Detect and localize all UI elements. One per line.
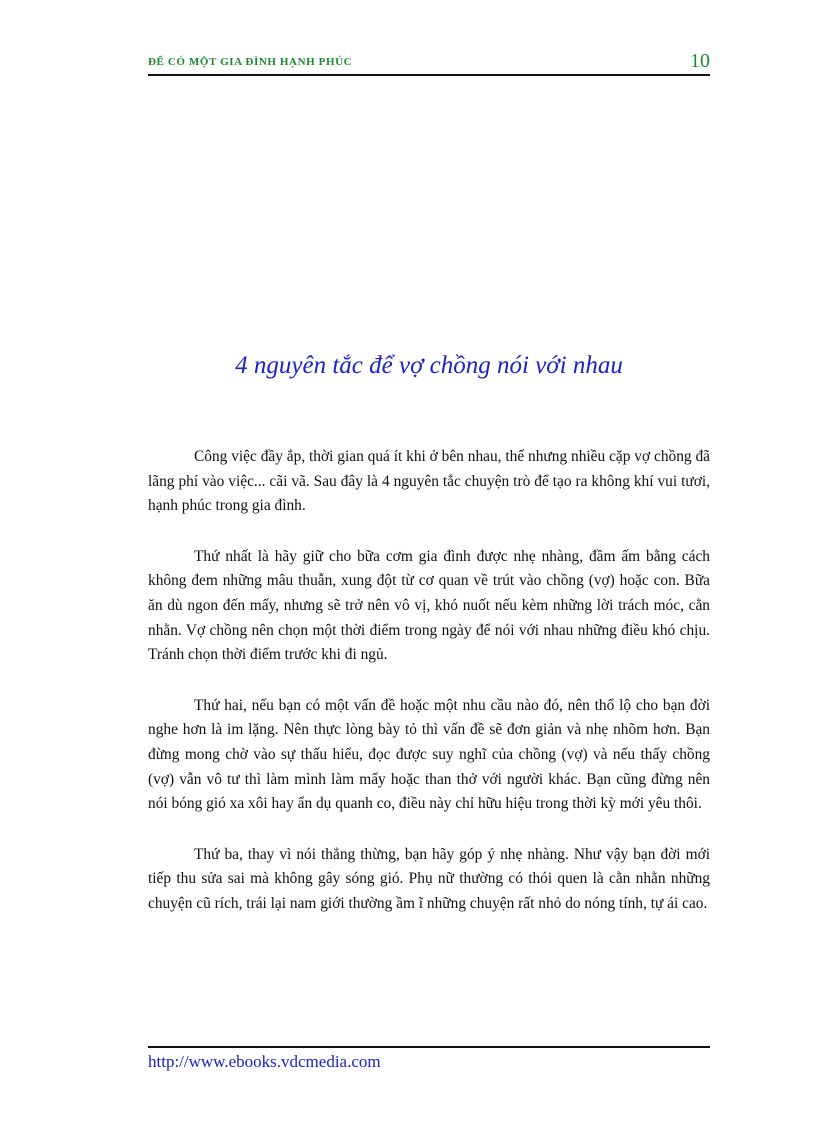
paragraph: Thứ hai, nếu bạn có một vấn đề hoặc một nhu cầu nào đó, nên thổ lộ cho bạn đời nghe hơn là im lặng. Nên thực lòng bày tỏ thì vấn đề sẽ đơn giản và nhẹ nhõm hơn. Bạn đừng mong chờ vào sự thấu hiểu, đọc được suy nghĩ của chồng (vợ) và nếu thấy chồng (vợ) vẫn vô tư thì làm mình làm mẩy hoặc than thở với người khác. Bạn cũng đừng nên nói bóng gió xa xôi hay ẩn dụ quanh co, điều này chỉ hữu hiệu trong thời kỳ mới yêu thôi. — [148, 696, 710, 813]
article-body — [148, 445, 710, 943]
footer-website-link[interactable]: http://www.ebooks.vdcmedia.com — [148, 1052, 381, 1071]
paragraph: Công việc đầy ắp, thời gian quá ít khi ở bên nhau, thế nhưng nhiều cặp vợ chồng đã lãng phí vào việc... cãi vã. Sau đây là 4 nguyên tắc chuyện trò để tạo ra không khí vui tươi, hạnh phúc trong gia đình. — [148, 448, 710, 515]
header-divider — [148, 74, 710, 76]
running-header-title: ĐỂ CÓ MỘT GIA ĐÌNH HẠNH PHÚC — [148, 56, 353, 68]
footer-divider — [148, 1046, 710, 1048]
article-title: 4 nguyên tắc để vợ chồng nói với nhau — [235, 352, 623, 379]
page-number: 10 — [690, 50, 710, 72]
paragraph: Thứ nhất là hãy giữ cho bữa cơm gia đình được nhẹ nhàng, đầm ấm bằng cách không đem những mâu thuẫn, xung đột từ cơ quan về trút vào chồng (vợ) hoặc con. Bữa ăn dù ngon đến mấy, nhưng sẽ trở nên vô vị, khó nuốt nếu kèm những lời trách móc, cằn nhằn. Vợ chồng nên chọn một thời điểm trong ngày để nói với nhau những điều khó chịu. Tránh chọn thời điểm trước khi đi ngủ. — [148, 547, 710, 664]
paragraph: Thứ ba, thay vì nói thẳng thừng, bạn hãy góp ý nhẹ nhàng. Như vậy bạn đời mới tiếp thu sửa sai mà không gây sóng gió. Phụ nữ thường có thói quen là cằn nhằn những chuyện cũ rích, trái lại nam giới thường ầm ĩ những chuyện rất nhỏ do nóng tính, tự ái cao. — [148, 845, 710, 912]
